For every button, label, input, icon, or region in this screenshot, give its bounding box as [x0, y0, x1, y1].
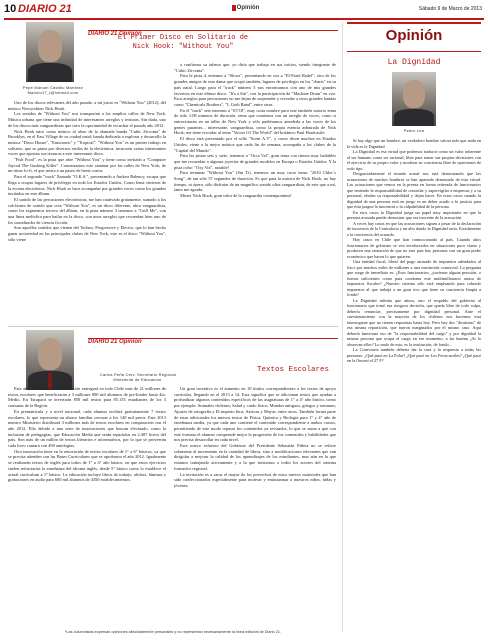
author-photo: [26, 22, 74, 82]
paragraph: Uno de los discos relevantes del año pasado, a mi juicio es "Without You" (2012), del músico Newyorkino Nick Hook.: [8, 100, 166, 111]
paragraph: Son aquellos sonidos que vienen del Techno, Progressive y Electro, que lo han hecho ganar notoriedad en los principales clubes de New York, este es el disco "Without You", sólo viene: [8, 225, 166, 242]
author-byline: [8, 85, 98, 95]
paragraph: Este año, el Ministerio de Educación entregará en todo Chile más de 21 millones de textos escolares que beneficiarán a 3 millones 890 mil alumnos de pre-kinder hasta 4to. Medio. En Tarapacá se invertirán 850 mil textos para 85.153 estudiantes de los 3 comunas de la Región.: [8, 386, 166, 409]
columnist-name: Pedro Lira: [403, 128, 425, 133]
paragraph: Para terminar "Without You" (Sin Ti), tenemos un muy corto tema: "2010 Chlor´s Song", de tan sólo 57 segundos de duración. Es que para la música de Nick Hook, no hay tiempo, ni ópera, sólo disfrutar de un magnífico sonido ultra vanguardista, de este que a mí, tanto me agrada.: [174, 170, 336, 193]
article-brand-bar: [88, 22, 338, 37]
section-tag-label: Opinión: [236, 5, 260, 11]
paragraph: Para el segundo "track" llamado "O.K.S.", presentando a Andrea Balency, escapa que llega a ocupar lugares de privilegio en todo los Estados Unidos. Como lema vinieron de la escena electrónica, Nick Hook se hace acompañar por grandes voces como los grandes invitados en este álbum.: [8, 174, 166, 197]
paragraph: Mister Nick Hook, gran valor de la vanguardia contemporánea!: [180, 193, 292, 199]
paragraph: Hay casos en Chile que han conmocionado al país. Cuando altos funcionarios de gobierno se ven involucrados en situaciones poco claras y producen una sensación de que no este país hay personas con un gran poder económico que hacen lo que quieren.: [347, 237, 481, 259]
article-divider: [8, 326, 338, 327]
paragraph: Si hay algo que un hombre, un verdadero hombre valora más que nada en la vida es la Dignidad.: [347, 138, 481, 149]
paragraph: Este nuevo esfuerzo del Gobierno del Presidente Sebastián Piñera no se refiere solamente al incremento en la cantidad de libros, sino a modificaciones relevantes que van dirigidas a mejorar la calidad de los aprendizajes de los estudiantes, mas aún en la que estamos trabajando activamente y a la que invitamos a todos los actores del sistema formativo regional.: [174, 443, 336, 471]
section-tag: [232, 5, 259, 11]
paragraph: a confirmar su talento que, yo diría que trabaja en sus inicios, siendo integrante de "Cubic Zirconia".: [174, 62, 336, 73]
paragraph: Un gran incentivo es el aumento en 10 títulos correspondientes a los textos de apoyo curricular, llegando en el 2013 a 14. Esta significa que se adicionan textos que ayudan a profundizar algunos contenidos específicos de las asignaturas de 1° a 4° año básico, como por ejemplo: Animales chilenos; Salud y cuido físico; Mundos antiguos, griegos y romanos; Ajustes de ortografía y El imperio Inca, Aztecas y Mayas, entre otros. También forma parte de estas adicionales los nuevos textos de Física, Química y Biología para 1° y 4° año de enseñanza media, ya que cada uno contiene el contenido correspondiente a ambos cursos, permitiendo de este modo repasar los contenidos ya revisados, lo que se suma a que con este formato el alumno comprende mejor la progresión de los contenidos y habilidades que nos precisa desarrollar en cada nivel.: [174, 386, 336, 443]
article-column-1: [8, 386, 166, 626]
column-divider: [342, 22, 343, 632]
columnist-face: [403, 80, 425, 108]
author-line-2: Ministerial de Educación.: [113, 377, 163, 382]
article-column-2: [174, 62, 336, 297]
paragraph: Nick Hook nace como músico al alero de la afamada banda "Cubic Zirconia" de Brooklyn, en el East Village de su ciudad natal; banda dedicada a explorar y desarrollo la música "Disco House", "Emotronic" y "Tropical". "Without You" es un primer trabajo en solitario, que se pasea por diversos estilos de la electrónica, incursión varias interesantes voces que aportan sus texturas a este interesante disco.: [8, 128, 166, 157]
paragraph: Otra innovación tiene en la renovación de textos escolares de 1° a 6° básicos, ya que se precisa atienden con las Bases Curriculares que se aprobaron el año 2012. Igualmente se realizarán textos de inglés para todos de 1° a 4° año básico, en que estos ejercicios suelen refractarías la enseñanza del idioma inglés, desde 5° básico como lo establece el actual currículum a 1° básico. La educación incluye libros de trabajo, afiches, láminas y grabaciones en audio para 600 mil alumnos de 4350 establecimientos.: [8, 448, 166, 483]
paragraph: La invitación es a sacar el mayor de los provechos de estos nuevos materiales que han sido confeccionados especialmente para motivar y entusiasmar a nuestros niños, niñas y jóvenes.: [174, 471, 336, 488]
opinion-column-body: [347, 138, 481, 634]
paragraph: El disco está presentado por el sello "Scent A.V", y como dicen muchos en Estados Unidos, viene a la mejor música que cada fin de semana, acompaña a los clubes de la "Capital del Mundo".: [174, 136, 336, 153]
columnist-suit: [394, 109, 434, 126]
paragraph: La Conectoría también debería dar la cara y la respuesta a todas las personas: ¿Qué pasó en La Polar? ¿Qué pasó en Los Ferrocarriles? ¿Qué pasó en la Oncení el 27 F?: [347, 347, 481, 363]
author-suit: [28, 63, 71, 82]
paragraph: Desgraciadamente el mundo actual nos está demostrando que las actuaciones de muchos hombres se han apartado demasiado de esta virtud. Las actuaciones que vemos en la prensa en forma reiterada de funcionarios que teniendo la responsabilidad de controlar y supervigilar a empresas y a su personal, eluden su responsabilidad y dejan hacer. En estos casos cuando la dignidad de una persona está en juego es un deber acudir a la justicia para que ésta juzgue la inocencia o la culpabilidad de la persona.: [347, 171, 481, 209]
paragraph: En prematricula y a nivel nacional, cada alumno recibirá gratuitamente 7 textos escolares, lo que representa un ahorro familiar cercano a los 140 mil pesos. Este 2013 nuestro Ministerio distribuirá 3 millones más de textos escolares en comparación con el año 2012. Ello debido a una serie de innovaciones que buscan efectuado, como la inclusión de pedagogías, que Educación Media que serán repartidos en 2.487 liceos del país. Son más de un millón de textos literarios e informativos, por lo que se proveerán cada liceo contará con 490 antologías.: [8, 408, 166, 449]
opinion-heading: Opinión: [385, 27, 443, 44]
author-email: Manolo17_l@hotmail.com: [27, 90, 79, 95]
paragraph: A veces hay casos en que las acusaciones siguen a pesar de la declaración de inocencia de la Contraloría y un alto dando la Dignidad sería. Erradamente a la conciencia del acusado.: [347, 220, 481, 237]
paragraph: La Dignidad es esa virtud que podemos traducir como un valor inherente al ser humano como ser racional, libre para tomar sus propias decisiones con el ejercicio de su propio valor y moderar su conciencia libre de opresiones de todo tipo.: [347, 149, 481, 171]
issue-date: Sábado 9 de Marzo de 2013: [418, 6, 482, 12]
opinion-underline: [347, 51, 481, 52]
paragraph: Los sonidos de "Without You" nos transportan a los amplios callos de New York. Música urbana que tiene una infinidad de interesantes arreglos y texturas. Sin duda, uno de los discos más vanguardistas que tuvo la oportunidad de escuchar el pasado año 2012.: [8, 111, 166, 128]
section-tag-marker: [232, 5, 236, 11]
author-name: Pepe Manuel Castillo Martínez: [22, 85, 84, 90]
article-title: El Primer Disco en Solitario de Nick Hook: "Without You": [117, 34, 249, 51]
paragraph: La Dignidad infinita que ahora, raro el respaldo del gobierno al funcionario que tomó esa riesgosa decisión, que queda libre de todo culpa, debería renunciar, precisamente por dignidad personal. Ante el cuestionamiento con la mayoría de los chilenos nos hacemos esta interrogante que no tienen respuestas hasta hoy. Pero hay dos "dirutistas" de esa misma repartición, que fueron marginados por el mismo caso. Aquí debería funcionar eso de "la responsabilidad del cargo" y por dignidad la misma persona que ocupa el cargo en ese momento, a las buenas ¿Si lo observan ellos? Lo malo de esto, es la institución, de fondo...: [347, 297, 481, 347]
page-number: 10: [4, 3, 17, 15]
paragraph: Una entidad fiscal, liberó del pago atrasado de impuestos adeudados al fisco por muchos miles de millones a una institución comercial. La pregunta que surge de inmediato es: ¿Esos funcionarios, ¿tuvieron alguna pressión, o fueron suficientes como para condonar este multimillonario atraso de impuestos fiscales? ¿Nuestro sistema sólo está empleando para cobrarle impuestos al que trabaja a un gran rico que tiene su conciencia limpia a fondo?: [347, 259, 481, 297]
article-brand-label: DIARIO 21 Opinión: [88, 31, 142, 37]
author-line-1: Carlos Peña Cerv. Secretario Regional: [99, 372, 177, 377]
paragraph: El sonido de las percusiones electrónicas, me han cautivado gratamente, sumado a los colchones de sonido que crea "Without You", es un disco diferente, ultra vanguardista, como los segmentos tercero del álbum, en la pista número 3 tenemos a "Grill Me", con una linea melódica para bailar en la disco, con unos arreglos que recuerdan bien uno de los soundtracks de ciencia ficción.: [8, 196, 166, 225]
newspaper-brand: DIARIO 21: [18, 3, 72, 15]
paragraph: "Fish Food", es la pista que abre "Without You" y tiene como invitado a "Computer Jaycod The Gushing Killer". Comenzamos este caminar por las calles de New York, de un ritmo lo-fi, el que invita a un paseo de beats cortos.: [8, 157, 166, 174]
article-textos-escolares: [8, 330, 338, 628]
paragraph: Para la pista 4, tenemos a "Slows", presentando en voz a "El-Farid Rodel", otro de los grandes amigos de esta dama que ocupó también, lugares de privilegio en los "charts" en su país natal. Luego para el "track" número 5 nos encontramos con uno de mis grandes favoritos en este último disco: "It's a Sin", con la participación de "Machine Drum" en voz. Esos arreglos para percusiones no me dejan de sorprender y recordar a otros grandes bandas como "Chemicals Brothers", "L Goth Band", entre otras.: [174, 73, 336, 107]
columnist-photo: [392, 72, 436, 126]
author-photo: [26, 330, 74, 390]
author-face: [38, 338, 62, 369]
article-title: Textos Escolares: [256, 366, 329, 374]
paragraph: En el "track" seis tenemos a "67/18", muy corta nombre para este también notorio tema de sólo 1:08 minutos de duración, tema que comienza con un arreglo de voces, como si entrevistaran en un taller de New York y sólo pudiéramos atenderla a las voces de los gentes pasantes... interesante, vanguardista, como la propia esencia admirada de Nick Hook; me tiene recordar al tema "Voices Of The World" del británico Paul Hardcastle.: [174, 107, 336, 136]
editorial-footnote: *Las columnistas expresan opiniones absolutamente personales y no representan necesariamente la línea editorial de Diario 21.: [64, 630, 282, 634]
paragraph: En esos casos la Dignidad juega un papel muy importante en que la persona acusada puede demostrar que era inocente de la acusación.: [347, 209, 481, 220]
article-nick-hook: [8, 22, 338, 297]
article-brand-label: DIARIO 21 Opinión: [88, 339, 142, 345]
author-face: [38, 30, 62, 61]
article-column-1: [8, 100, 166, 297]
article-brand-bar: [88, 330, 338, 345]
article-column-2: [174, 386, 336, 626]
paragraph: Para las pistas seis y siete, tenemos a "Orca Val", gran tema con ritmos muy bailables que me recuerdan a algunas joyerías de grandes modelos en Europa o Estados Unidos. Y la pista ocho: "Oxy Vol", notable!: [174, 153, 336, 170]
author-byline: [83, 372, 193, 382]
column-title: La Dignidad: [387, 58, 441, 67]
